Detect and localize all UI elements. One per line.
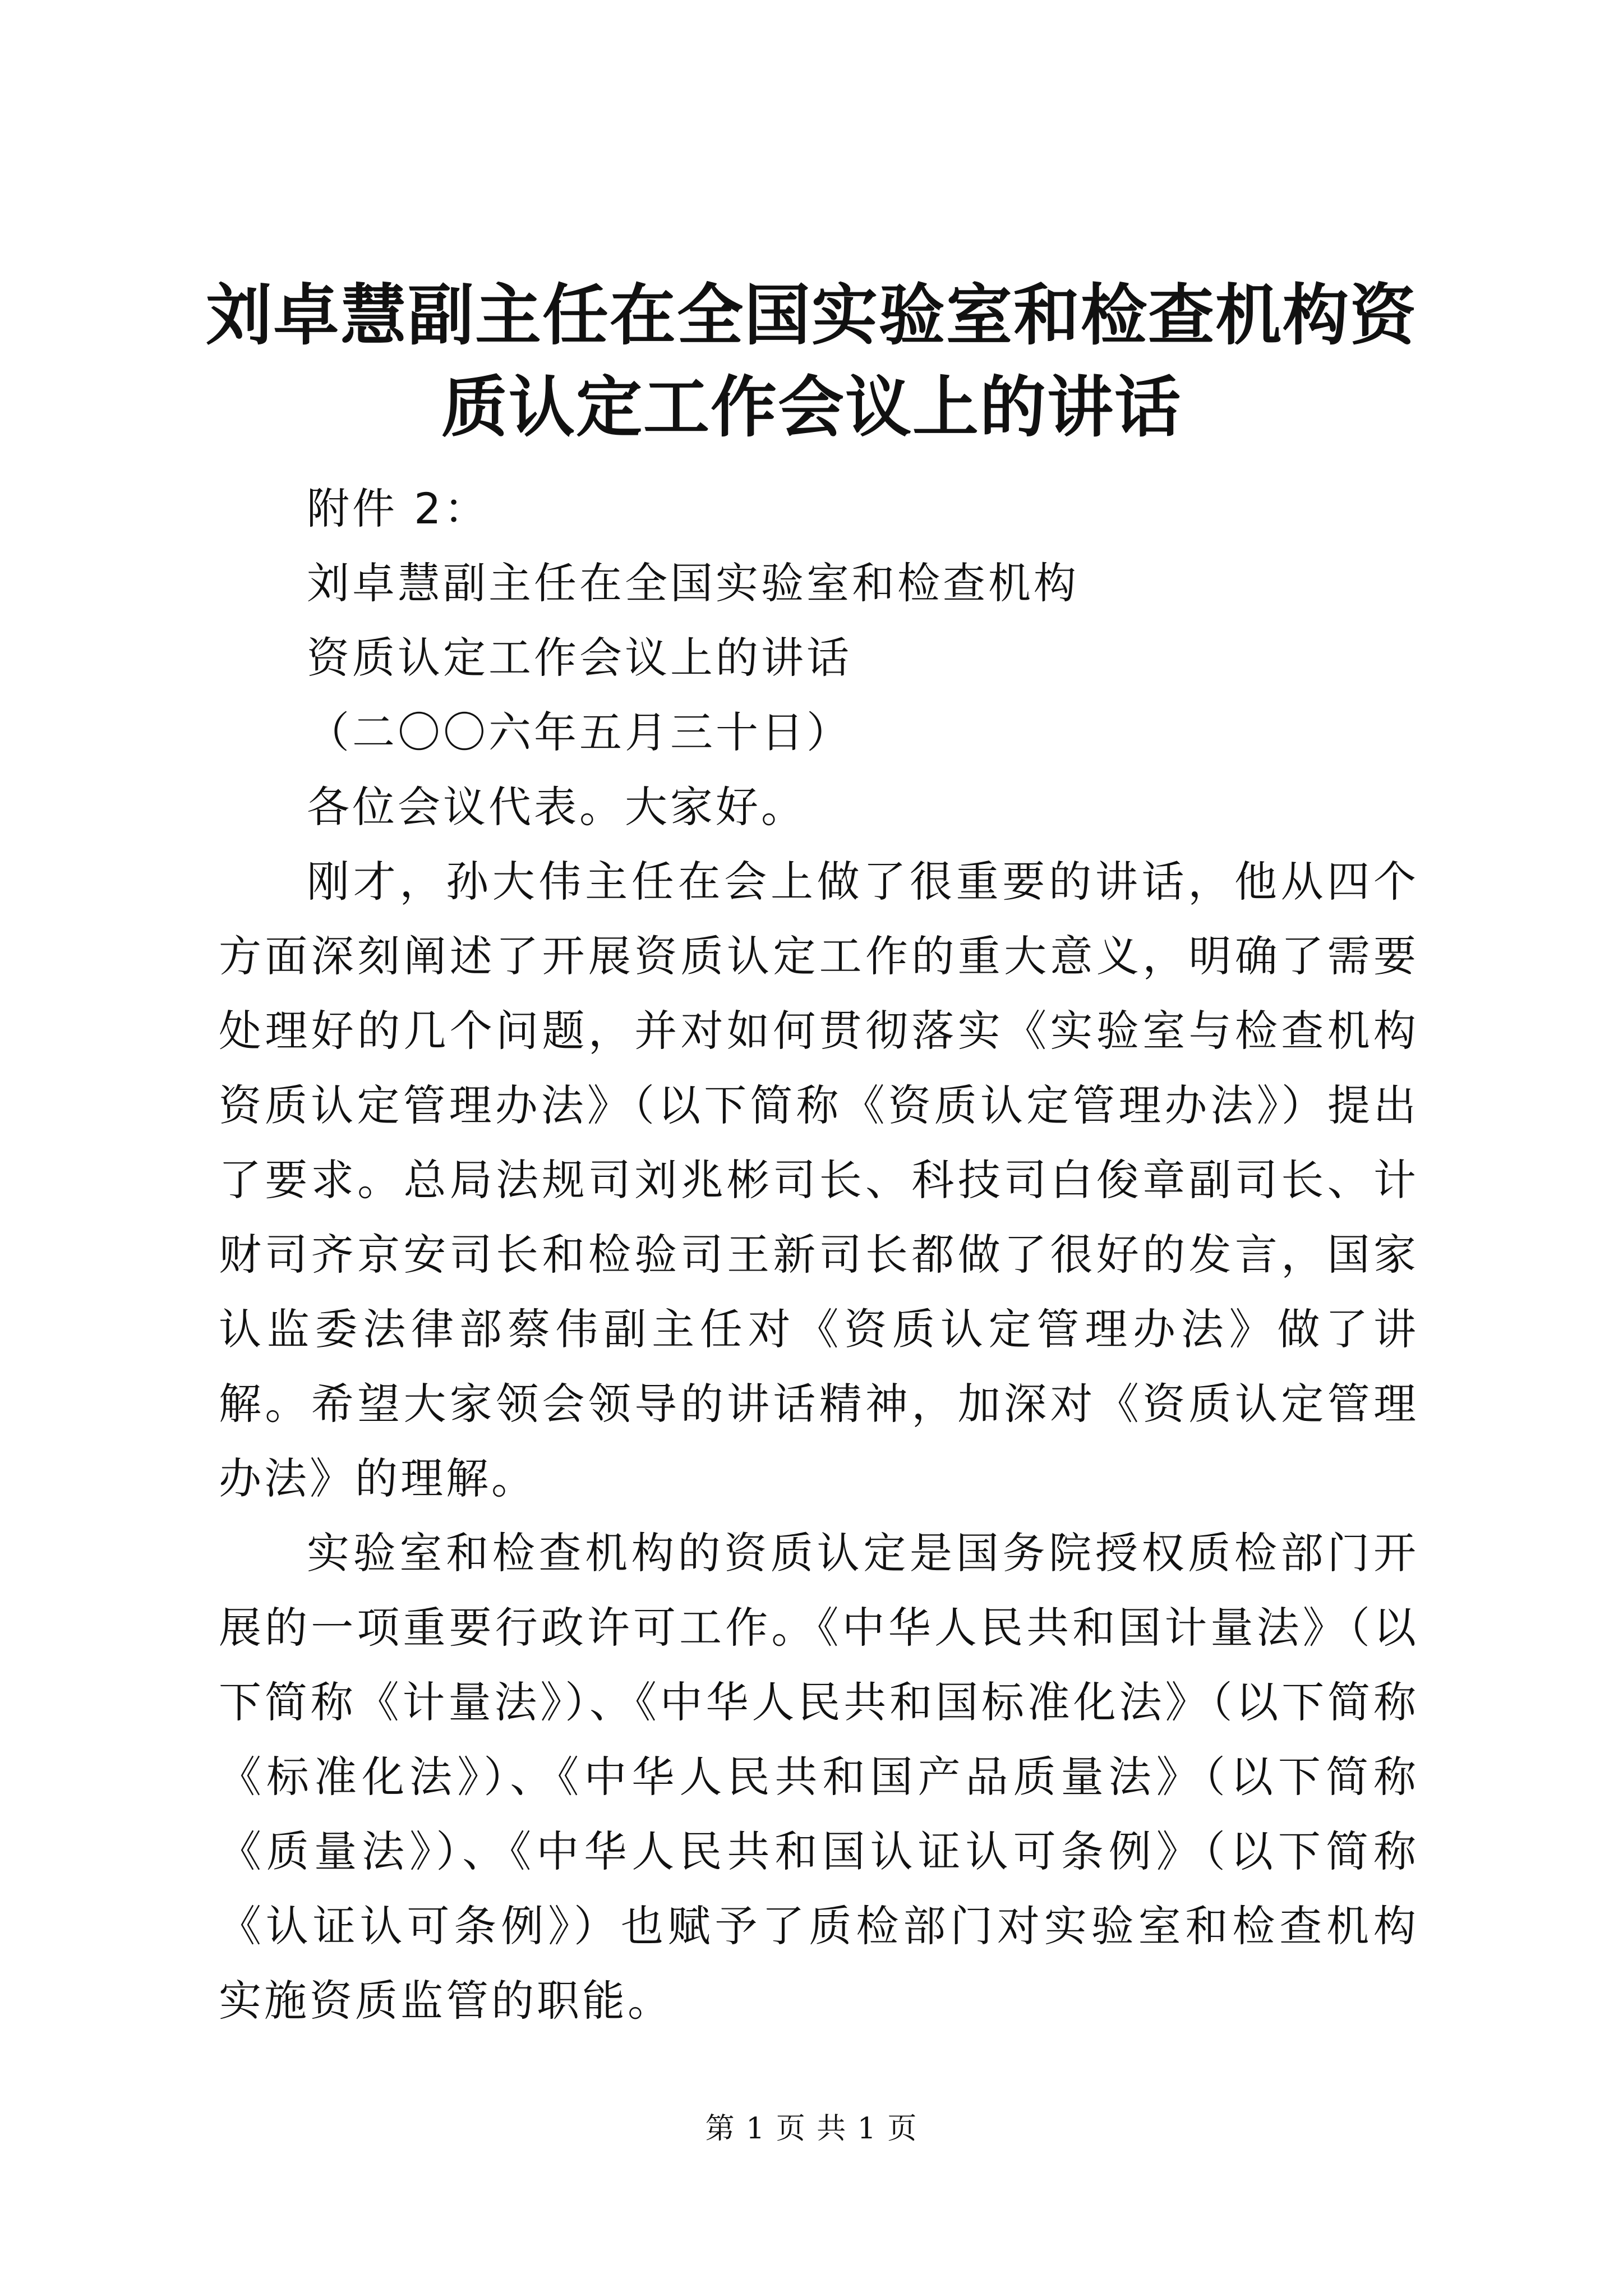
subtitle-line-2: 资质认定工作会议上的讲话 [307, 633, 852, 683]
speech-date: （二〇〇六年五月三十日） [307, 707, 852, 757]
attachment-label: 附件 2： [307, 484, 490, 533]
greeting: 各位会议代表。大家好。 [307, 782, 806, 832]
paragraph: 刚才，孙大伟主任在会上做了很重要的讲话，他从四个方面深刻阐述了开展资质认定工作的重大意义，明确了需要处理好的几个问题，并对如何贯彻落实《实验室与检查机构资质认定管理办法》（以下简称《资质认定管理办法》）提出了要求。总局法规司刘兆彬司长、科技司白俊章副司长、计财司齐京安司长和检验司王新司长都做了很好的发言，国家认监委法律部蔡伟副主任对《资质认定管理办法》做了讲解。希望大家领会领导的讲话精神，加深对《资质认定管理办法》的理解。 [219, 857, 1419, 1503]
subtitle-line-1: 刘卓慧副主任在全国实验室和检查机构 [307, 558, 1079, 608]
paragraph: 实验室和检查机构的资质认定是国务院授权质检部门开展的一项重要行政许可工作。《中华人民共和国计量法》（以下简称《计量法》）、《中华人民共和国标准化法》（以下简称《标准化法》）、《中华人民共和国产品质量法》（以下简称《质量法》）、《中华人民共和国认证认可条例》（以下简称《认证认可条例》）也赋予了质检部门对实验室和检查机构实施资质监管的职能。 [219, 1528, 1419, 2026]
page-number-footer: 第 1 页 共 1 页 [705, 2112, 918, 2146]
document-body [219, 471, 1419, 2038]
document-title: 刘卓慧副主任在全国实验室和检查机构资质认定工作会议上的讲话 [205, 276, 1417, 446]
